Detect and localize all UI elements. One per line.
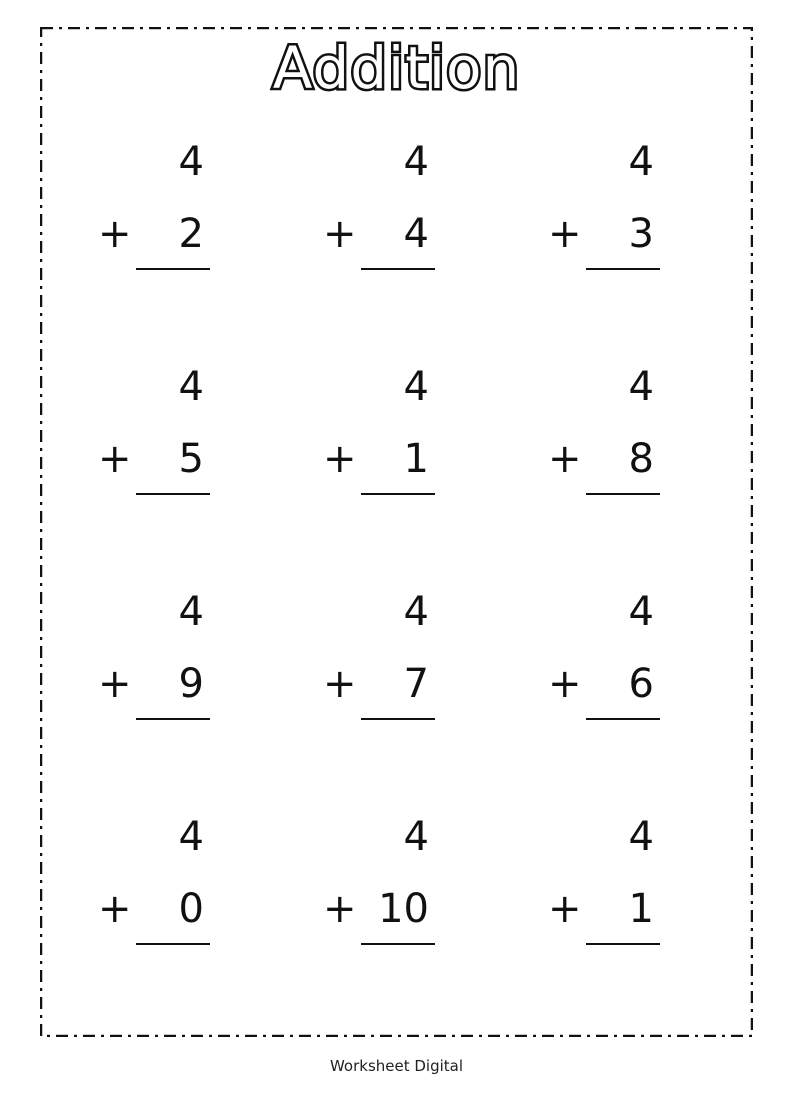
answer-line [136,718,210,720]
problem-bottom-number: 1 [628,886,654,932]
problem-1 [98,138,228,288]
answer-line [136,268,210,270]
problem-top-number: 4 [178,139,204,185]
problem-10 [98,813,228,963]
answer-line [586,493,660,495]
problem-12 [548,813,678,963]
problem-11 [323,813,453,963]
answer-line [136,493,210,495]
problem-top-number: 4 [403,589,429,635]
page-title: Addition [272,34,521,102]
footer-credit: Worksheet Digital [329,1057,464,1075]
problem-bottom-number: 10 [378,886,429,932]
problem-top-number: 4 [628,589,654,635]
problem-7 [98,588,228,738]
problem-bottom-number: 0 [178,886,204,932]
answer-line [361,268,435,270]
problem-top-number: 4 [178,814,204,860]
plus-sign: + [98,436,132,482]
answer-line [136,943,210,945]
plus-sign: + [323,661,357,707]
plus-sign: + [98,886,132,932]
answer-line [361,718,435,720]
problem-top-number: 4 [178,364,204,410]
plus-sign: + [548,436,582,482]
answer-line [586,718,660,720]
problem-bottom-number: 4 [403,211,429,257]
answer-line [361,493,435,495]
problem-bottom-number: 5 [178,436,204,482]
plus-sign: + [548,886,582,932]
plus-sign: + [323,436,357,482]
problem-bottom-number: 6 [628,661,654,707]
problem-bottom-number: 1 [403,436,429,482]
plus-sign: + [548,661,582,707]
problem-3 [548,138,678,288]
problem-top-number: 4 [628,364,654,410]
problem-bottom-number: 9 [178,661,204,707]
problem-top-number: 4 [178,589,204,635]
plus-sign: + [323,886,357,932]
problem-8 [323,588,453,738]
plus-sign: + [323,211,357,257]
problem-9 [548,588,678,738]
problem-bottom-number: 7 [403,661,429,707]
answer-line [361,943,435,945]
plus-sign: + [98,661,132,707]
problem-top-number: 4 [403,139,429,185]
problem-top-number: 4 [403,364,429,410]
problem-bottom-number: 8 [628,436,654,482]
problem-bottom-number: 3 [628,211,654,257]
problem-top-number: 4 [628,139,654,185]
answer-line [586,268,660,270]
problem-2 [323,138,453,288]
problem-top-number: 4 [403,814,429,860]
plus-sign: + [548,211,582,257]
problem-4 [98,363,228,513]
problem-5 [323,363,453,513]
problem-top-number: 4 [628,814,654,860]
problem-bottom-number: 2 [178,211,204,257]
problem-6 [548,363,678,513]
answer-line [586,943,660,945]
plus-sign: + [98,211,132,257]
